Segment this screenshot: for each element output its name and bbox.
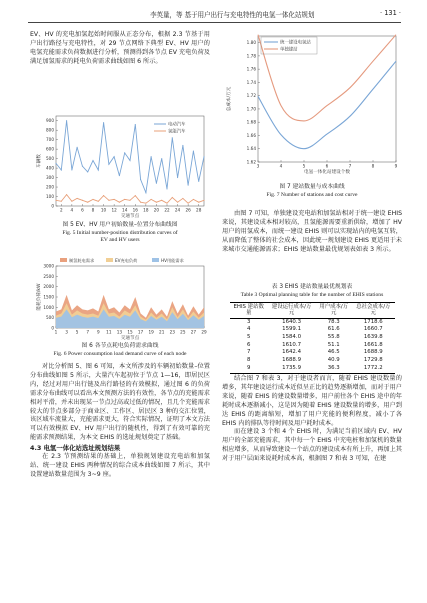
y-tick-label: 1.62 bbox=[246, 159, 256, 165]
table3 bbox=[230, 302, 395, 374]
data-point bbox=[177, 177, 178, 178]
x-tick-label: 20 bbox=[153, 207, 160, 213]
data-point bbox=[198, 181, 199, 182]
legend-swatch bbox=[152, 258, 159, 262]
data-point bbox=[108, 164, 109, 165]
y-tick-label: 500 bbox=[46, 315, 54, 321]
data-point bbox=[161, 200, 162, 201]
x-tick-label: 15 bbox=[127, 329, 133, 335]
table-cell: 3 bbox=[246, 318, 251, 325]
table-cell: 78.3 bbox=[327, 318, 340, 325]
data-point bbox=[172, 137, 173, 138]
data-point bbox=[87, 202, 88, 203]
data-point bbox=[188, 203, 189, 204]
left-paragraph-3: 在 2.3 节预测结果的基础上，单独规划建设充电站和加氢站、统一建设 EHIS 两种情况的综合成本曲线如图 7 所示，其中设置建站数量范围为 3~9 座。 bbox=[30, 453, 210, 478]
y-tick-label: 0 bbox=[51, 325, 54, 331]
y-tick-label: 2500 bbox=[43, 273, 54, 279]
fig5-caption-en-2: EV and HV users bbox=[100, 236, 140, 243]
legend-label: EV充电负荷 bbox=[115, 257, 138, 263]
y-tick-label: 600 bbox=[46, 146, 54, 152]
right-paragraph-1: 由图 7 可知，单独建设充电站和加氢站相对于统一建设 EHIS 来说，其建设成本相对较高，且氢能源需要重新供给，增加了 HV 用户的用氢成本，而统一建设 EHIS 则可以实现站内的电氢互转，从而降低了整体的社会成本，因此统一规划建设 EHIS 更适用于未来城市交通能源需求；EHIS 建站数量最优规划表如表 3 所示。 bbox=[222, 210, 402, 253]
x-tick-label: 19 bbox=[148, 329, 154, 335]
header-rule bbox=[28, 22, 401, 23]
x-axis-label: 交通节点 bbox=[120, 214, 140, 219]
table-row bbox=[230, 334, 395, 342]
table-row bbox=[230, 342, 395, 350]
data-point bbox=[61, 201, 62, 202]
data-point bbox=[161, 158, 162, 159]
x-tick-label: 1 bbox=[54, 329, 58, 335]
data-point bbox=[119, 202, 120, 203]
data-point bbox=[82, 166, 83, 167]
table-cell: 1610.7 bbox=[282, 341, 302, 348]
running-header bbox=[0, 0, 427, 26]
x-tick-label: 24 bbox=[174, 207, 181, 213]
section-heading: 4.3 电氢一体化站选址规划结果 bbox=[30, 444, 121, 453]
fig7-caption-cn: 图 7 建站数量与成本曲线 bbox=[279, 184, 345, 190]
y-tick-label: 1.76 bbox=[246, 66, 256, 72]
x-tick-label: 5 bbox=[302, 163, 306, 169]
table-row bbox=[230, 326, 395, 334]
y-tick-label: 700 bbox=[46, 137, 54, 143]
data-point bbox=[98, 201, 99, 202]
data-point bbox=[71, 169, 72, 170]
data-point bbox=[203, 156, 204, 157]
table-cell: 61.6 bbox=[327, 326, 340, 333]
x-tick-label: 8 bbox=[91, 207, 95, 213]
data-point bbox=[151, 199, 152, 200]
y-tick-label: 1.68 bbox=[246, 119, 256, 125]
data-point bbox=[92, 160, 93, 161]
page-number: · 131 · bbox=[380, 9, 401, 17]
data-point bbox=[77, 147, 78, 148]
table-cell: 1729.8 bbox=[363, 357, 383, 364]
table-cell: 7 bbox=[246, 349, 251, 356]
data-point bbox=[166, 203, 167, 204]
data-point bbox=[193, 151, 194, 152]
data-point bbox=[71, 201, 72, 202]
x-tick-label: 8 bbox=[371, 163, 375, 169]
x-tick-label: 3 bbox=[256, 163, 260, 169]
data-point bbox=[177, 202, 178, 203]
y-tick-label: 400 bbox=[46, 165, 54, 171]
x-tick-label: 13 bbox=[116, 329, 123, 335]
fig7-chart bbox=[224, 30, 402, 182]
table-cell: 51.1 bbox=[327, 341, 340, 348]
x-tick-label: 4 bbox=[70, 207, 74, 213]
data-point bbox=[66, 194, 67, 195]
x-tick-label: 14 bbox=[122, 207, 128, 213]
table3-title-cn: 表 3 EHIS 建站数量最优规划表 bbox=[271, 284, 353, 290]
fig5-caption-cn: 图 5 EV、HV 用户初始数量–位置分布曲线图 bbox=[62, 222, 178, 228]
x-tick-label: 9 bbox=[96, 329, 100, 335]
left-paragraph-2: 对比分析图 5、图 6 可知，本文所涉及的车辆初始数量–位置分布曲线如图 5 所示，大量汽车起初位于节点 1—16，即居民区内，经过对用户出行链及出行路径的有效模拟，通过图 6 的负荷需求分布曲线可以看出本文预测方法的有效性，各节点的充能需求相对平滑，并未出现某一节点过高或过低的情况，且几个充能需求较大的节点多部分于商业区、工作区、居民区 3 种的交汇位置，该区域车流量大，充能需求更大，符合实际情况，证明了本文方法可以有效模拟 EV、HV 用户出行的随机性，得到了有效可靠的充能需求预测结果，为本文 EHIS 的选址规划奠定了基础。 bbox=[30, 363, 210, 442]
x-axis-label: 电氢一体化站建设个数 bbox=[304, 170, 350, 175]
data-point bbox=[87, 171, 88, 172]
fig6-caption bbox=[30, 343, 210, 358]
table-cell: 5 bbox=[246, 334, 251, 341]
data-point bbox=[188, 185, 189, 186]
table-cell: 1639.8 bbox=[363, 334, 383, 341]
fig6-caption-en: Fig. 6 Power consumption load demand curve of each node bbox=[53, 350, 187, 357]
x-tick-label: 9 bbox=[394, 163, 398, 169]
y-tick-label: 1.64 bbox=[246, 146, 256, 152]
data-point bbox=[55, 163, 56, 164]
y-tick-label: 2000 bbox=[43, 284, 54, 290]
x-tick-label: 4 bbox=[279, 163, 283, 169]
data-point bbox=[182, 145, 183, 146]
running-header-title: 李英量，等 基于用户出行与充电特性的电氢一体化站规划 bbox=[150, 11, 315, 19]
data-point bbox=[61, 169, 62, 170]
x-axis-label: 交通节点 bbox=[120, 336, 140, 341]
x-tick-label: 6 bbox=[81, 207, 84, 213]
table-cell: 1688.9 bbox=[282, 357, 302, 364]
data-point bbox=[98, 169, 99, 170]
y-tick-label: 1.74 bbox=[246, 79, 256, 85]
x-tick-label: 11 bbox=[106, 329, 112, 335]
table-cell: 1640.3 bbox=[282, 318, 302, 325]
y-tick-label: 1.66 bbox=[246, 132, 256, 138]
y-tick-label: 200 bbox=[46, 184, 54, 190]
right-body-1 bbox=[222, 210, 402, 255]
y-tick-label: 100 bbox=[46, 194, 54, 200]
y-tick-label: 1.80 bbox=[246, 40, 256, 46]
table-cell: 1599.1 bbox=[282, 326, 302, 333]
x-tick-label: 27 bbox=[190, 329, 197, 335]
data-point bbox=[203, 200, 204, 201]
right-paragraph-2: 结合图 7 和表 3，对于建设者而言，随着 EHIS 建设数量的增多，其年建设运行成本近似呈正比的趋势逐渐增加，而对于用户来说，随着 EHIS 的建设数量增多，用户前往各个 EHIS 途中的年耗时成本逐渐减小，这是因为随着 EHIS 建设数量的增多，用户到达 EHIS 的距离缩短，增加了用户充能的便利程度，减小了各 EHIS 内的排队等待时间及用户耗时成本。 bbox=[222, 375, 402, 427]
x-tick-label: 21 bbox=[159, 329, 165, 335]
data-point bbox=[103, 122, 104, 123]
data-point bbox=[124, 199, 125, 200]
y-tick-label: 3000 bbox=[43, 263, 54, 269]
data-point bbox=[135, 195, 136, 196]
legend-label: 制氢耗电需求 bbox=[69, 257, 95, 263]
right-paragraph-3: 而在建设 3 个和 4 个 EHIS 时，为满足当前区域内 EV、HV 用户的全部充能需求，其中每一个 EHIS 中充电桩和加氢机的数量相应增多，从而导致建设一个站点的建设成本有所上升，再加上其对于用户层面来说耗时成本高，根据图 7 和表 3 可知，在建 bbox=[222, 428, 402, 463]
table-cell: 4 bbox=[246, 326, 251, 333]
fig5-caption bbox=[30, 222, 210, 244]
y-tick-label: 1.70 bbox=[246, 106, 256, 112]
data-point bbox=[156, 183, 157, 184]
table-cell: 1661.8 bbox=[363, 341, 383, 348]
table-row bbox=[230, 365, 395, 373]
table3-header: 用户成本/万元 bbox=[315, 302, 352, 318]
y-tick-label: 1.72 bbox=[246, 93, 256, 99]
y-axis-label: 能耗负荷/kW bbox=[37, 283, 42, 311]
data-point bbox=[198, 202, 199, 203]
table-cell: 9 bbox=[230, 365, 268, 373]
x-tick-label: 3 bbox=[65, 329, 68, 335]
legend-swatch bbox=[60, 258, 67, 262]
y-tick-label: 1000 bbox=[43, 304, 54, 310]
table-cell: 1584.0 bbox=[282, 334, 302, 341]
table-row bbox=[230, 349, 395, 357]
y-tick-label: 900 bbox=[46, 118, 54, 124]
data-point bbox=[114, 156, 115, 157]
table3-block bbox=[222, 284, 402, 374]
data-point bbox=[182, 198, 183, 199]
plot-frame bbox=[258, 36, 396, 162]
y-axis-label: 车辆数 bbox=[37, 154, 42, 168]
x-tick-label: 10 bbox=[100, 207, 107, 213]
series-line-2 bbox=[258, 35, 396, 121]
y-tick-label: 300 bbox=[46, 175, 54, 181]
x-tick-label: 5 bbox=[75, 329, 79, 335]
x-tick-label: 17 bbox=[137, 329, 144, 335]
table3-title-en: Table 3 Optimal planning table for the number of EHIS stations bbox=[240, 291, 384, 298]
legend-label: 单独建站 bbox=[280, 47, 298, 53]
data-point bbox=[92, 199, 93, 200]
fig7-caption bbox=[222, 184, 402, 199]
data-point bbox=[145, 192, 146, 193]
x-tick-label: 7 bbox=[348, 163, 352, 169]
x-tick-label: 6 bbox=[325, 163, 329, 169]
legend-label: 氢能汽车 bbox=[168, 129, 186, 135]
table-cell: 40.9 bbox=[327, 357, 340, 364]
table-cell: 1772.2 bbox=[352, 365, 394, 373]
legend-label: 电动汽车 bbox=[168, 122, 186, 128]
fig5-chart bbox=[34, 112, 208, 220]
y-tick-label: 500 bbox=[46, 156, 54, 162]
y-tick-label: 0 bbox=[51, 203, 54, 209]
x-tick-label: 16 bbox=[132, 207, 138, 213]
table-row bbox=[230, 318, 395, 326]
data-point bbox=[77, 198, 78, 199]
data-point bbox=[119, 175, 120, 176]
x-tick-label: 29 bbox=[201, 329, 207, 335]
data-point bbox=[66, 120, 67, 121]
x-tick-label: 2 bbox=[59, 207, 63, 213]
fig7-caption-en: Fig. 7 Number of stations and cost curve bbox=[266, 191, 358, 198]
fig5-caption-en-1: Fig. 5 Initial number-position distribution curves of bbox=[62, 229, 178, 236]
table-cell: 1718.6 bbox=[363, 318, 383, 325]
data-point bbox=[135, 124, 136, 125]
x-tick-label: 22 bbox=[164, 207, 170, 213]
left-body bbox=[30, 363, 210, 480]
y-tick-label: 800 bbox=[46, 127, 54, 133]
table-cell: 55.8 bbox=[327, 334, 340, 341]
data-point bbox=[55, 200, 56, 201]
fig6-chart bbox=[34, 256, 208, 342]
left-column bbox=[30, 31, 210, 67]
data-point bbox=[140, 179, 141, 180]
legend-label: 统一建设电氢站 bbox=[280, 40, 311, 46]
data-point bbox=[82, 200, 83, 201]
table-cell: 1642.4 bbox=[282, 349, 302, 356]
data-point bbox=[156, 202, 157, 203]
data-point bbox=[114, 199, 115, 200]
y-axis-label: 总成本/万元 bbox=[227, 86, 232, 112]
data-point bbox=[172, 197, 173, 198]
data-point bbox=[145, 203, 146, 204]
data-point bbox=[166, 188, 167, 189]
table-cell: 8 bbox=[246, 357, 251, 364]
x-tick-label: 7 bbox=[86, 329, 90, 335]
data-point bbox=[129, 200, 130, 201]
table-cell: 1735.9 bbox=[268, 365, 315, 373]
data-point bbox=[124, 152, 125, 153]
series-line-2 bbox=[56, 195, 204, 204]
table-cell: 36.3 bbox=[315, 365, 352, 373]
fig6-caption-cn: 图 6 各节点耗电负荷需求曲线 bbox=[81, 343, 159, 349]
table-cell: 46.5 bbox=[327, 349, 340, 356]
left-paragraph-1: EV、HV 的充电加氢起始时间服从正态分布，根据 2.3 节基于用户出行路径与充电特性，对 29 节点网络下典型 EV、HV 用户的电氢充能需求负荷数据进行分析，预测得到各节点 EV 充电负荷及满足加氢需求的耗电负荷需求曲线如图 6 所示。 bbox=[30, 31, 210, 65]
table3-header: 建设运行成本/万元 bbox=[268, 302, 315, 318]
legend-swatch bbox=[106, 258, 113, 262]
table-cell: 6 bbox=[246, 341, 251, 348]
data-point bbox=[193, 199, 194, 200]
data-point bbox=[103, 195, 104, 196]
data-point bbox=[129, 160, 130, 161]
x-tick-label: 18 bbox=[143, 207, 149, 213]
y-tick-label: 1.78 bbox=[246, 53, 256, 59]
x-tick-label: 25 bbox=[180, 329, 186, 335]
right-body-2 bbox=[222, 375, 402, 464]
table3-header: EHIS 建站数量 bbox=[230, 302, 268, 318]
table-cell: 1660.7 bbox=[363, 326, 383, 333]
x-tick-label: 12 bbox=[111, 207, 117, 213]
x-tick-label: 23 bbox=[169, 329, 175, 335]
data-point bbox=[151, 156, 152, 157]
data-point bbox=[108, 200, 109, 201]
data-point bbox=[140, 202, 141, 203]
table3-header: 总社会成本/万元 bbox=[352, 302, 394, 318]
legend-label: HV用能需求 bbox=[161, 257, 184, 263]
table3-header-row bbox=[230, 302, 395, 318]
table-row bbox=[230, 357, 395, 365]
x-tick-label: 26 bbox=[185, 207, 191, 213]
table-cell: 1688.9 bbox=[363, 349, 383, 356]
y-tick-label: 1500 bbox=[43, 294, 54, 300]
x-tick-label: 28 bbox=[196, 207, 202, 213]
